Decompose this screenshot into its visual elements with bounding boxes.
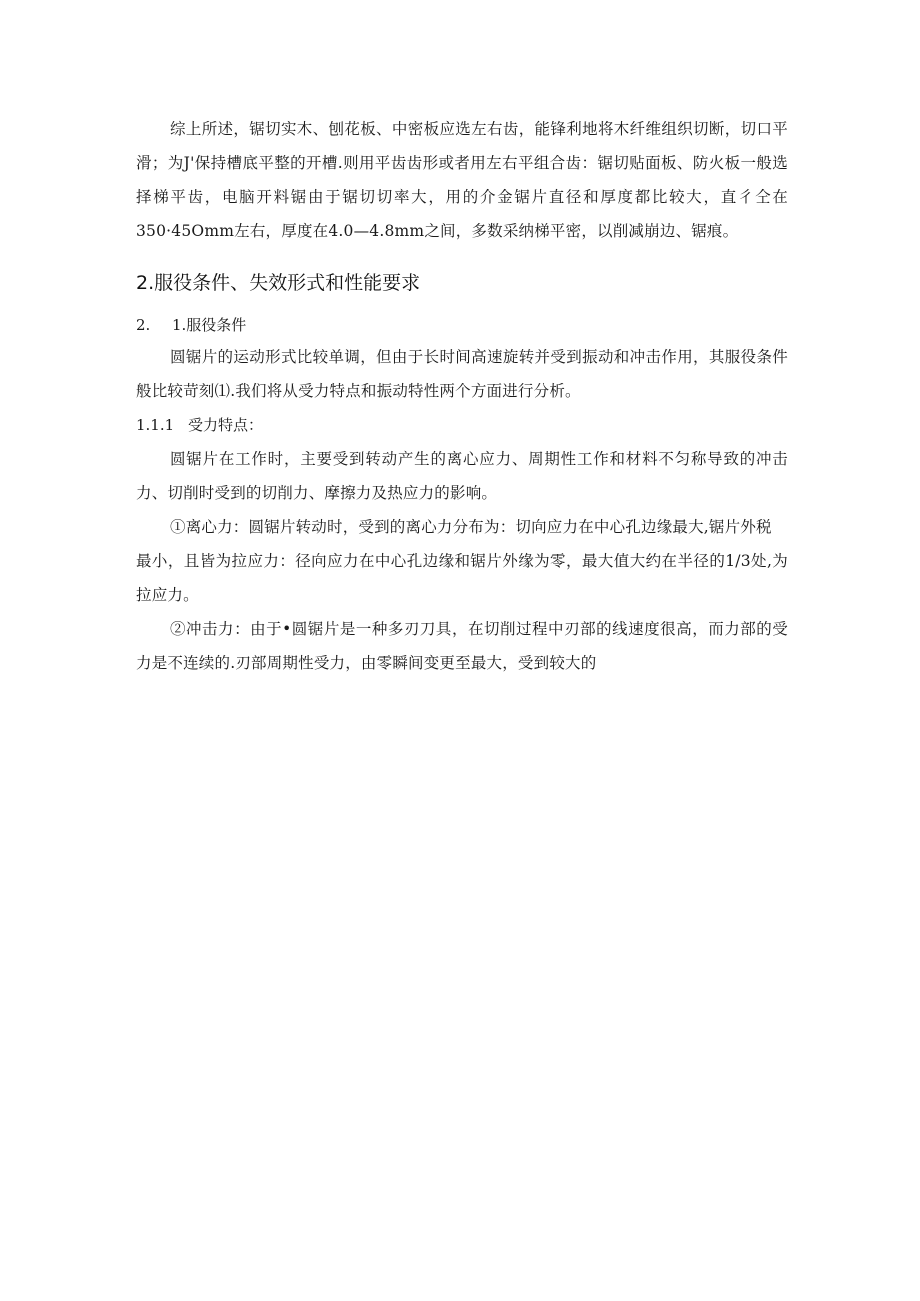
subsection-heading-2-1	[136, 310, 788, 340]
subsection-title: 1.服役条件	[172, 316, 247, 334]
subsection-number: 1.1.1	[136, 416, 175, 434]
subsection-title: 受力特点：	[188, 416, 264, 434]
subsection-number: 2.	[136, 316, 151, 334]
document-body	[136, 112, 788, 680]
paragraph-force-characteristics: 圆锯片在工作时，主要受到转动产生的离心应力、周期性工作和材料不匀称导致的冲击力、切削时受到的切削力、摩擦力及热应力的影响。	[136, 450, 788, 502]
subsection-heading-1-1-1	[136, 408, 788, 442]
paragraph-service-conditions: 圆锯片的运动形式比较单调，但由于长时间高速旋转并受到振动和冲击作用，其服役条件般比较苛刻⑴.我们将从受力特点和振动特性两个方面进行分析。	[136, 348, 788, 400]
paragraph-centrifugal-force-b: 最小，且皆为拉应力：径向应力在中心孔边缘和锯片外缘为零，最大值大约在半径的1/3处,为拉应力。	[136, 552, 788, 604]
paragraph-saw-tooth-summary: 综上所述，锯切实木、刨花板、中密板应选左右齿，能锋利地将木纤维组织切断，切口平滑；为J'保持槽底平整的开槽.则用平齿齿形或者用左右平组合齿：锯切贴面板、防火板一般选择梯平齿，电脑开料锯由于锯切切率大，用的介金锯片直径和厚度都比较大，直彳仝在350·45Omm左右，厚度在4.0—4.8mm之间，多数采纳梯平密，以削减崩边、锯痕。	[136, 120, 788, 240]
section-heading-service-conditions: 2.服役条件、失效形式和性能要求	[136, 272, 421, 294]
paragraph-impact-force: ②冲击力：由于•圆锯片是一种多刃刀具，在切削过程中刃部的线速度很高，而力部的受力是不连续的.刃部周期性受力，由零瞬间变更至最大，受到较大的	[136, 620, 788, 672]
paragraph-centrifugal-force-a: ①离心力：圆锯片转动时，受到的离心力分布为：切向应力在中心孔边缘最大,锯片外税	[170, 518, 772, 536]
